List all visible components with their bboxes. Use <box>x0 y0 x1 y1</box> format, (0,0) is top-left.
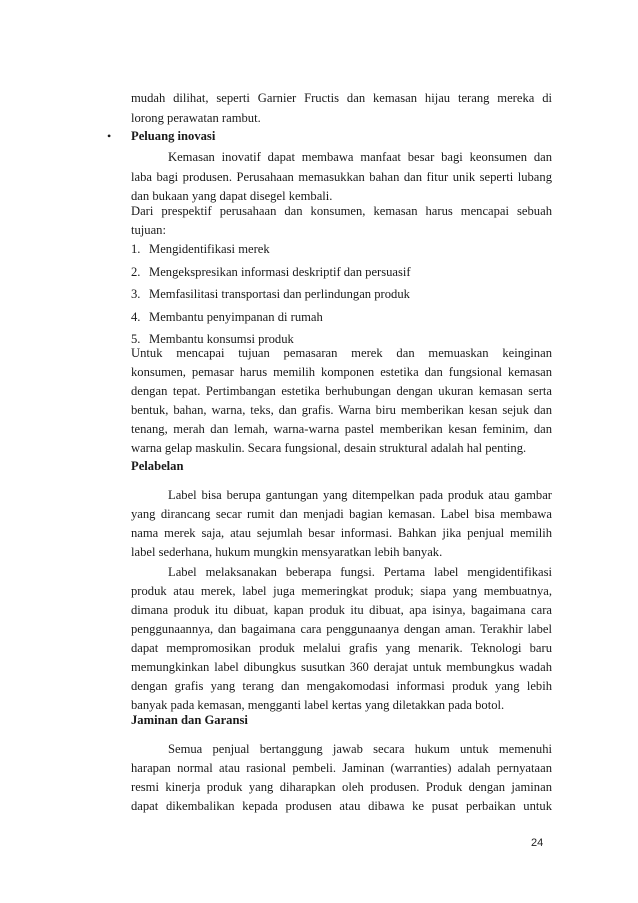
text-line: Label bisa berupa gantungan yang ditempelkan pada produk atau gambar <box>168 488 552 502</box>
list-item-text: Mengekspresikan informasi deskriptif dan persuasif <box>149 264 411 279</box>
text-line: dengan grafis yang terang dan mengakomodasi informasi produk yang lebih <box>131 679 552 693</box>
text-line: dimana produk itu dibuat, kapan produk itu dibuat, apa isinya, bagaimana cara <box>131 603 552 617</box>
paragraph <box>131 148 552 207</box>
text-line: tenang, merah dan lemah, warna-warna pastel memberikan kesan feminim, dan <box>131 422 552 436</box>
section-heading <box>131 713 552 728</box>
bullet-icon: • <box>107 129 112 143</box>
text-line: resmi kinerja produk yang diharapkan oleh produsen. Produk dengan jaminan <box>131 780 552 794</box>
text-line: Label melaksanakan beberapa fungsi. Pertama label mengidentifikasi <box>168 565 552 579</box>
list-item-number: 5. <box>131 332 141 346</box>
text-line: produk atau merek, label juga memeringkat produk; siapa yang membuatnya, <box>131 584 552 598</box>
paragraph <box>131 486 552 562</box>
text-line: dapat mempromosikan produk melalui grafis yang menarik. Teknologi baru <box>131 641 552 655</box>
text-line: bentuk, bahan, warna, teks, dan grafis. Warna biru memberikan kesan sejuk dan <box>131 403 552 417</box>
list-item <box>131 261 552 284</box>
list-item-number: 1. <box>131 242 141 256</box>
text-line: tujuan: <box>131 223 166 237</box>
list-item-text: Membantu penyimpanan di rumah <box>149 309 323 324</box>
list-item-number: 3. <box>131 287 141 301</box>
text-line: banyak pada kemasan, mengganti label kertas yang diletakkan pada botol. <box>131 698 505 712</box>
text-line: yang dirancang secar rumit dan menjadi bagian kemasan. Label bisa membawa <box>131 507 552 521</box>
paragraph <box>131 202 552 240</box>
section-heading <box>131 459 552 474</box>
paragraph <box>131 563 552 715</box>
text-line: laba bagi produsen. Perusahaan memasukkan bahan dan fitur unik seperti lubang <box>131 169 552 184</box>
bullet-text: Peluang inovasi <box>131 129 216 143</box>
list-item-number: 4. <box>131 309 141 324</box>
section-heading-text: Pelabelan <box>131 459 184 473</box>
section-heading-text: Jaminan dan Garansi <box>131 713 248 727</box>
text-line: dapat dikembalikan kepada produsen atau dibawa ke pusat perbaikan untuk <box>131 799 552 813</box>
text-line: warna gelap maskulin. Secara fungsional, desain struktural adalah hal penting. <box>131 441 527 455</box>
text-line: dengan tepat. Pertimbangan estetika berhubungan dengan ukuran kemasan serta <box>131 384 552 398</box>
page-number: 24 <box>531 837 544 849</box>
text-line: penggunaannya, dan bagaimana cara penggunaanya dengan aman. Terakhir label <box>131 622 552 636</box>
text-line: konsumen, pemasar harus memilih komponen estetika dan fungsional kemasan <box>131 365 552 379</box>
list-item <box>131 238 552 261</box>
text-line: nama merek saja, atau sejumlah besar informasi. Bahkan jika penjual memilih <box>131 526 552 540</box>
list-item-text: Membantu konsumsi produk <box>149 332 294 346</box>
text-line: label sederhana, hukum mungkin mensyaratkan lebih banyak. <box>131 545 443 559</box>
text-line: memungkinkan label dibungkus susutkan 360 derajat untuk membungkus wadah <box>131 660 552 674</box>
list-item-text: Mengidentifikasi merek <box>149 242 270 256</box>
list-item <box>131 306 552 329</box>
list-item-number: 2. <box>131 264 141 279</box>
paragraph <box>131 344 552 458</box>
bullet-heading <box>107 129 552 144</box>
text-line: Kemasan inovatif dapat membawa manfaat besar bagi keonsumen dan <box>168 150 552 164</box>
text-line: mudah dilihat, seperti Garnier Fructis dan kemasan hijau terang mereka di <box>131 91 552 105</box>
text-line: harapan normal atau rasional pembeli. Jaminan (warranties) adalah pernyataan <box>131 761 552 775</box>
list-item-text: Memfasilitasi transportasi dan perlindungan produk <box>149 287 410 301</box>
text-line: Untuk mencapai tujuan pemasaran merek dan memuaskan keinginan <box>131 346 552 360</box>
text-line: Semua penjual bertanggung jawab secara hukum untuk memenuhi <box>168 742 552 756</box>
text-line: dan bukaan yang dapat disegel kembali. <box>131 189 333 203</box>
paragraph <box>131 88 552 128</box>
text-line: lorong perawatan rambut. <box>131 111 261 125</box>
paragraph <box>131 740 552 816</box>
text-line: Dari prespektif perusahaan dan konsumen, kemasan harus mencapai sebuah <box>131 204 552 218</box>
numbered-list <box>131 238 552 351</box>
list-item <box>131 283 552 306</box>
